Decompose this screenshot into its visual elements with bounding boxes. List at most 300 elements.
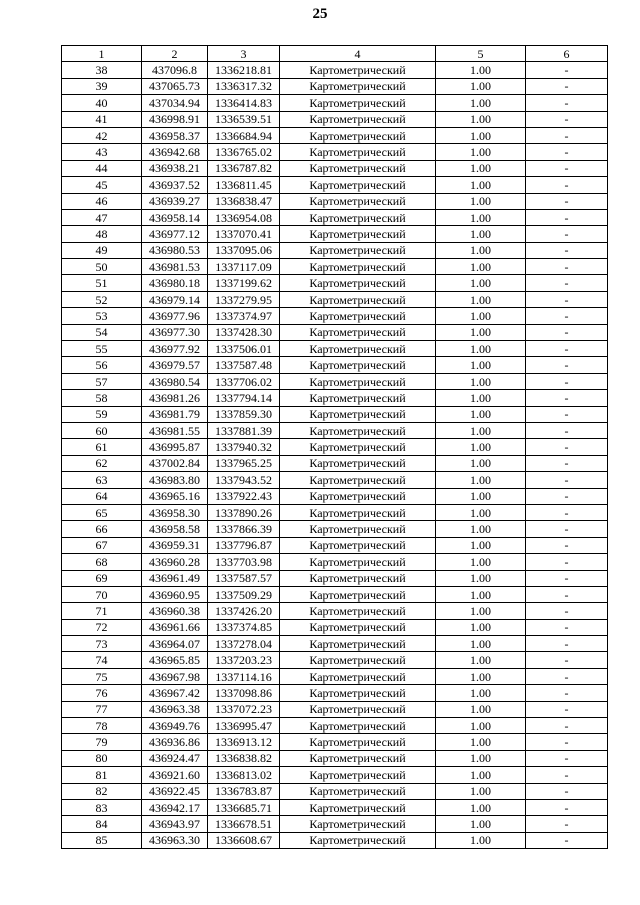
method-cell: Картометрический — [280, 537, 436, 553]
method-cell: Картометрический — [280, 570, 436, 586]
accuracy-cell: 1.00 — [436, 422, 526, 438]
x-coordinate-cell: 437096.8 — [142, 62, 208, 78]
note-cell: - — [526, 144, 608, 160]
y-coordinate-cell: 1337426.20 — [208, 603, 280, 619]
point-number-cell: 52 — [62, 291, 142, 307]
note-cell: - — [526, 422, 608, 438]
note-cell: - — [526, 242, 608, 258]
note-cell: - — [526, 799, 608, 815]
x-coordinate-cell: 437065.73 — [142, 78, 208, 94]
point-number-cell: 40 — [62, 95, 142, 111]
point-number-cell: 58 — [62, 390, 142, 406]
coordinates-table — [61, 45, 608, 849]
accuracy-cell: 1.00 — [436, 111, 526, 127]
note-cell: - — [526, 488, 608, 504]
x-coordinate-cell: 436961.49 — [142, 570, 208, 586]
accuracy-cell: 1.00 — [436, 472, 526, 488]
note-cell: - — [526, 406, 608, 422]
method-cell: Картометрический — [280, 111, 436, 127]
x-coordinate-cell: 436938.21 — [142, 160, 208, 176]
note-cell: - — [526, 226, 608, 242]
y-coordinate-cell: 1337794.14 — [208, 390, 280, 406]
table-row — [62, 734, 608, 750]
point-number-cell: 59 — [62, 406, 142, 422]
table-row — [62, 324, 608, 340]
point-number-cell: 55 — [62, 341, 142, 357]
method-cell: Картометрический — [280, 259, 436, 275]
x-coordinate-cell: 436998.91 — [142, 111, 208, 127]
y-coordinate-cell: 1336995.47 — [208, 718, 280, 734]
x-coordinate-cell: 436977.92 — [142, 341, 208, 357]
accuracy-cell: 1.00 — [436, 259, 526, 275]
y-coordinate-cell: 1336608.67 — [208, 832, 280, 848]
x-coordinate-cell: 436960.95 — [142, 586, 208, 602]
note-cell: - — [526, 357, 608, 373]
note-cell: - — [526, 783, 608, 799]
y-coordinate-cell: 1337070.41 — [208, 226, 280, 242]
note-cell: - — [526, 570, 608, 586]
method-cell: Картометрический — [280, 308, 436, 324]
method-cell: Картометрический — [280, 95, 436, 111]
point-number-cell: 61 — [62, 439, 142, 455]
x-coordinate-cell: 437002.84 — [142, 455, 208, 471]
note-cell: - — [526, 127, 608, 143]
x-coordinate-cell: 436965.16 — [142, 488, 208, 504]
y-coordinate-cell: 1337796.87 — [208, 537, 280, 553]
note-cell: - — [526, 554, 608, 570]
table-row — [62, 783, 608, 799]
note-cell: - — [526, 504, 608, 520]
method-cell: Картометрический — [280, 144, 436, 160]
table-row — [62, 160, 608, 176]
point-number-cell: 45 — [62, 177, 142, 193]
table-row — [62, 455, 608, 471]
method-cell: Картометрический — [280, 193, 436, 209]
x-coordinate-cell: 436960.28 — [142, 554, 208, 570]
point-number-cell: 72 — [62, 619, 142, 635]
y-coordinate-cell: 1337279.95 — [208, 291, 280, 307]
method-cell: Картометрический — [280, 341, 436, 357]
y-coordinate-cell: 1336685.71 — [208, 799, 280, 815]
table-row — [62, 472, 608, 488]
x-coordinate-cell: 436963.38 — [142, 701, 208, 717]
y-coordinate-cell: 1337866.39 — [208, 521, 280, 537]
point-number-cell: 74 — [62, 652, 142, 668]
x-coordinate-cell: 436980.18 — [142, 275, 208, 291]
method-cell: Картометрический — [280, 160, 436, 176]
note-cell: - — [526, 750, 608, 766]
y-coordinate-cell: 1337098.86 — [208, 685, 280, 701]
y-coordinate-cell: 1337943.52 — [208, 472, 280, 488]
accuracy-cell: 1.00 — [436, 554, 526, 570]
note-cell: - — [526, 668, 608, 684]
method-cell: Картометрический — [280, 472, 436, 488]
x-coordinate-cell: 436995.87 — [142, 439, 208, 455]
x-coordinate-cell: 436977.96 — [142, 308, 208, 324]
method-cell: Картометрический — [280, 357, 436, 373]
note-cell: - — [526, 111, 608, 127]
point-number-cell: 48 — [62, 226, 142, 242]
note-cell: - — [526, 390, 608, 406]
table-row — [62, 701, 608, 717]
point-number-cell: 47 — [62, 209, 142, 225]
method-cell: Картометрический — [280, 750, 436, 766]
note-cell: - — [526, 62, 608, 78]
x-coordinate-cell: 436979.57 — [142, 357, 208, 373]
note-cell: - — [526, 619, 608, 635]
point-number-cell: 41 — [62, 111, 142, 127]
method-cell: Картометрический — [280, 619, 436, 635]
table-row — [62, 291, 608, 307]
table-row — [62, 242, 608, 258]
table-row — [62, 226, 608, 242]
note-cell: - — [526, 537, 608, 553]
accuracy-cell: 1.00 — [436, 570, 526, 586]
point-number-cell: 68 — [62, 554, 142, 570]
method-cell: Картометрический — [280, 783, 436, 799]
x-coordinate-cell: 436958.30 — [142, 504, 208, 520]
accuracy-cell: 1.00 — [436, 455, 526, 471]
x-coordinate-cell: 436942.68 — [142, 144, 208, 160]
y-coordinate-cell: 1336414.83 — [208, 95, 280, 111]
y-coordinate-cell: 1336218.81 — [208, 62, 280, 78]
accuracy-cell: 1.00 — [436, 586, 526, 602]
table-row — [62, 636, 608, 652]
accuracy-cell: 1.00 — [436, 390, 526, 406]
point-number-cell: 75 — [62, 668, 142, 684]
note-cell: - — [526, 177, 608, 193]
accuracy-cell: 1.00 — [436, 488, 526, 504]
point-number-cell: 60 — [62, 422, 142, 438]
y-coordinate-cell: 1337859.30 — [208, 406, 280, 422]
accuracy-cell: 1.00 — [436, 783, 526, 799]
accuracy-cell: 1.00 — [436, 718, 526, 734]
note-cell: - — [526, 193, 608, 209]
method-cell: Картометрический — [280, 767, 436, 783]
y-coordinate-cell: 1336678.51 — [208, 816, 280, 832]
accuracy-cell: 1.00 — [436, 439, 526, 455]
point-number-cell: 56 — [62, 357, 142, 373]
accuracy-cell: 1.00 — [436, 291, 526, 307]
y-coordinate-cell: 1337703.98 — [208, 554, 280, 570]
method-cell: Картометрический — [280, 324, 436, 340]
table-row — [62, 685, 608, 701]
y-coordinate-cell: 1336811.45 — [208, 177, 280, 193]
accuracy-cell: 1.00 — [436, 619, 526, 635]
y-coordinate-cell: 1336954.08 — [208, 209, 280, 225]
x-coordinate-cell: 436977.30 — [142, 324, 208, 340]
y-coordinate-cell: 1336813.02 — [208, 767, 280, 783]
point-number-cell: 54 — [62, 324, 142, 340]
accuracy-cell: 1.00 — [436, 406, 526, 422]
table-row — [62, 603, 608, 619]
y-coordinate-cell: 1337199.62 — [208, 275, 280, 291]
point-number-cell: 46 — [62, 193, 142, 209]
y-coordinate-cell: 1336838.82 — [208, 750, 280, 766]
table-row — [62, 816, 608, 832]
note-cell: - — [526, 652, 608, 668]
point-number-cell: 69 — [62, 570, 142, 586]
note-cell: - — [526, 685, 608, 701]
accuracy-cell: 1.00 — [436, 357, 526, 373]
x-coordinate-cell: 436981.26 — [142, 390, 208, 406]
table-row — [62, 521, 608, 537]
accuracy-cell: 1.00 — [436, 275, 526, 291]
method-cell: Картометрический — [280, 62, 436, 78]
point-number-cell: 38 — [62, 62, 142, 78]
note-cell: - — [526, 373, 608, 389]
x-coordinate-cell: 436936.86 — [142, 734, 208, 750]
table-row — [62, 439, 608, 455]
x-coordinate-cell: 436980.53 — [142, 242, 208, 258]
point-number-cell: 77 — [62, 701, 142, 717]
table-row — [62, 111, 608, 127]
x-coordinate-cell: 436961.66 — [142, 619, 208, 635]
y-coordinate-cell: 1336787.82 — [208, 160, 280, 176]
table-row — [62, 62, 608, 78]
y-coordinate-cell: 1337587.57 — [208, 570, 280, 586]
y-coordinate-cell: 1337374.85 — [208, 619, 280, 635]
accuracy-cell: 1.00 — [436, 226, 526, 242]
method-cell: Картометрический — [280, 78, 436, 94]
x-coordinate-cell: 436981.79 — [142, 406, 208, 422]
y-coordinate-cell: 1337114.16 — [208, 668, 280, 684]
point-number-cell: 49 — [62, 242, 142, 258]
x-coordinate-cell: 437034.94 — [142, 95, 208, 111]
y-coordinate-cell: 1337428.30 — [208, 324, 280, 340]
accuracy-cell: 1.00 — [436, 832, 526, 848]
table-row — [62, 718, 608, 734]
accuracy-cell: 1.00 — [436, 177, 526, 193]
y-coordinate-cell: 1337095.06 — [208, 242, 280, 258]
point-number-cell: 83 — [62, 799, 142, 815]
method-cell: Картометрический — [280, 521, 436, 537]
note-cell: - — [526, 308, 608, 324]
method-cell: Картометрический — [280, 209, 436, 225]
method-cell: Картометрический — [280, 422, 436, 438]
x-coordinate-cell: 436965.85 — [142, 652, 208, 668]
point-number-cell: 39 — [62, 78, 142, 94]
table-row — [62, 357, 608, 373]
accuracy-cell: 1.00 — [436, 373, 526, 389]
method-cell: Картометрический — [280, 668, 436, 684]
column-header: 4 — [280, 46, 436, 62]
y-coordinate-cell: 1337374.97 — [208, 308, 280, 324]
header-row — [62, 46, 608, 62]
y-coordinate-cell: 1336684.94 — [208, 127, 280, 143]
note-cell: - — [526, 603, 608, 619]
point-number-cell: 57 — [62, 373, 142, 389]
y-coordinate-cell: 1337706.02 — [208, 373, 280, 389]
x-coordinate-cell: 436942.17 — [142, 799, 208, 815]
y-coordinate-cell: 1337203.23 — [208, 652, 280, 668]
method-cell: Картометрический — [280, 373, 436, 389]
table-row — [62, 308, 608, 324]
table-row — [62, 586, 608, 602]
method-cell: Картометрический — [280, 799, 436, 815]
table-row — [62, 570, 608, 586]
note-cell: - — [526, 832, 608, 848]
point-number-cell: 78 — [62, 718, 142, 734]
point-number-cell: 64 — [62, 488, 142, 504]
method-cell: Картометрический — [280, 718, 436, 734]
y-coordinate-cell: 1337965.25 — [208, 455, 280, 471]
y-coordinate-cell: 1336317.32 — [208, 78, 280, 94]
table-row — [62, 799, 608, 815]
method-cell: Картометрический — [280, 701, 436, 717]
x-coordinate-cell: 436977.12 — [142, 226, 208, 242]
method-cell: Картометрический — [280, 390, 436, 406]
point-number-cell: 50 — [62, 259, 142, 275]
table-row — [62, 537, 608, 553]
y-coordinate-cell: 1337509.29 — [208, 586, 280, 602]
method-cell: Картометрический — [280, 275, 436, 291]
accuracy-cell: 1.00 — [436, 242, 526, 258]
x-coordinate-cell: 436959.31 — [142, 537, 208, 553]
x-coordinate-cell: 436921.60 — [142, 767, 208, 783]
table-row — [62, 422, 608, 438]
method-cell: Картометрический — [280, 488, 436, 504]
x-coordinate-cell: 436964.07 — [142, 636, 208, 652]
accuracy-cell: 1.00 — [436, 636, 526, 652]
method-cell: Картометрический — [280, 554, 436, 570]
method-cell: Картометрический — [280, 832, 436, 848]
x-coordinate-cell: 436922.45 — [142, 783, 208, 799]
method-cell: Картометрический — [280, 685, 436, 701]
point-number-cell: 44 — [62, 160, 142, 176]
note-cell: - — [526, 472, 608, 488]
note-cell: - — [526, 816, 608, 832]
table-row — [62, 406, 608, 422]
point-number-cell: 53 — [62, 308, 142, 324]
point-number-cell: 76 — [62, 685, 142, 701]
y-coordinate-cell: 1336765.02 — [208, 144, 280, 160]
x-coordinate-cell: 436983.80 — [142, 472, 208, 488]
point-number-cell: 51 — [62, 275, 142, 291]
note-cell: - — [526, 275, 608, 291]
y-coordinate-cell: 1337922.43 — [208, 488, 280, 504]
table-row — [62, 373, 608, 389]
column-header: 5 — [436, 46, 526, 62]
table-row — [62, 95, 608, 111]
method-cell: Картометрический — [280, 226, 436, 242]
page-number: 25 — [312, 6, 328, 22]
method-cell: Картометрический — [280, 816, 436, 832]
x-coordinate-cell: 436960.38 — [142, 603, 208, 619]
table-row — [62, 488, 608, 504]
point-number-cell: 73 — [62, 636, 142, 652]
x-coordinate-cell: 436981.53 — [142, 259, 208, 275]
accuracy-cell: 1.00 — [436, 504, 526, 520]
point-number-cell: 81 — [62, 767, 142, 783]
accuracy-cell: 1.00 — [436, 308, 526, 324]
note-cell: - — [526, 439, 608, 455]
x-coordinate-cell: 436943.97 — [142, 816, 208, 832]
accuracy-cell: 1.00 — [436, 521, 526, 537]
method-cell: Картометрический — [280, 439, 436, 455]
table-row — [62, 832, 608, 848]
method-cell: Картометрический — [280, 636, 436, 652]
note-cell: - — [526, 701, 608, 717]
column-header: 3 — [208, 46, 280, 62]
note-cell: - — [526, 78, 608, 94]
y-coordinate-cell: 1336783.87 — [208, 783, 280, 799]
y-coordinate-cell: 1336913.12 — [208, 734, 280, 750]
note-cell: - — [526, 160, 608, 176]
note-cell: - — [526, 718, 608, 734]
method-cell: Картометрический — [280, 177, 436, 193]
x-coordinate-cell: 436979.14 — [142, 291, 208, 307]
accuracy-cell: 1.00 — [436, 95, 526, 111]
note-cell: - — [526, 291, 608, 307]
accuracy-cell: 1.00 — [436, 127, 526, 143]
point-number-cell: 65 — [62, 504, 142, 520]
x-coordinate-cell: 436949.76 — [142, 718, 208, 734]
x-coordinate-cell: 436958.14 — [142, 209, 208, 225]
point-number-cell: 43 — [62, 144, 142, 160]
y-coordinate-cell: 1337506.01 — [208, 341, 280, 357]
note-cell: - — [526, 95, 608, 111]
point-number-cell: 82 — [62, 783, 142, 799]
table-row — [62, 193, 608, 209]
point-number-cell: 67 — [62, 537, 142, 553]
table-row — [62, 619, 608, 635]
accuracy-cell: 1.00 — [436, 78, 526, 94]
x-coordinate-cell: 436958.37 — [142, 127, 208, 143]
point-number-cell: 79 — [62, 734, 142, 750]
point-number-cell: 85 — [62, 832, 142, 848]
point-number-cell: 84 — [62, 816, 142, 832]
x-coordinate-cell: 436981.55 — [142, 422, 208, 438]
column-header: 6 — [526, 46, 608, 62]
x-coordinate-cell: 436958.58 — [142, 521, 208, 537]
method-cell: Картометрический — [280, 406, 436, 422]
accuracy-cell: 1.00 — [436, 160, 526, 176]
point-number-cell: 63 — [62, 472, 142, 488]
note-cell: - — [526, 521, 608, 537]
table-row — [62, 390, 608, 406]
note-cell: - — [526, 636, 608, 652]
y-coordinate-cell: 1336539.51 — [208, 111, 280, 127]
point-number-cell: 70 — [62, 586, 142, 602]
x-coordinate-cell: 436939.27 — [142, 193, 208, 209]
table-row — [62, 209, 608, 225]
x-coordinate-cell: 436967.98 — [142, 668, 208, 684]
note-cell: - — [526, 767, 608, 783]
accuracy-cell: 1.00 — [436, 685, 526, 701]
method-cell: Картометрический — [280, 504, 436, 520]
note-cell: - — [526, 209, 608, 225]
y-coordinate-cell: 1337072.23 — [208, 701, 280, 717]
accuracy-cell: 1.00 — [436, 767, 526, 783]
accuracy-cell: 1.00 — [436, 652, 526, 668]
method-cell: Картометрический — [280, 734, 436, 750]
y-coordinate-cell: 1337881.39 — [208, 422, 280, 438]
accuracy-cell: 1.00 — [436, 209, 526, 225]
x-coordinate-cell: 436937.52 — [142, 177, 208, 193]
table-row — [62, 144, 608, 160]
x-coordinate-cell: 436963.30 — [142, 832, 208, 848]
accuracy-cell: 1.00 — [436, 341, 526, 357]
table-row — [62, 504, 608, 520]
y-coordinate-cell: 1337117.09 — [208, 259, 280, 275]
x-coordinate-cell: 436980.54 — [142, 373, 208, 389]
table-row — [62, 127, 608, 143]
table-row — [62, 275, 608, 291]
note-cell: - — [526, 586, 608, 602]
accuracy-cell: 1.00 — [436, 324, 526, 340]
accuracy-cell: 1.00 — [436, 603, 526, 619]
